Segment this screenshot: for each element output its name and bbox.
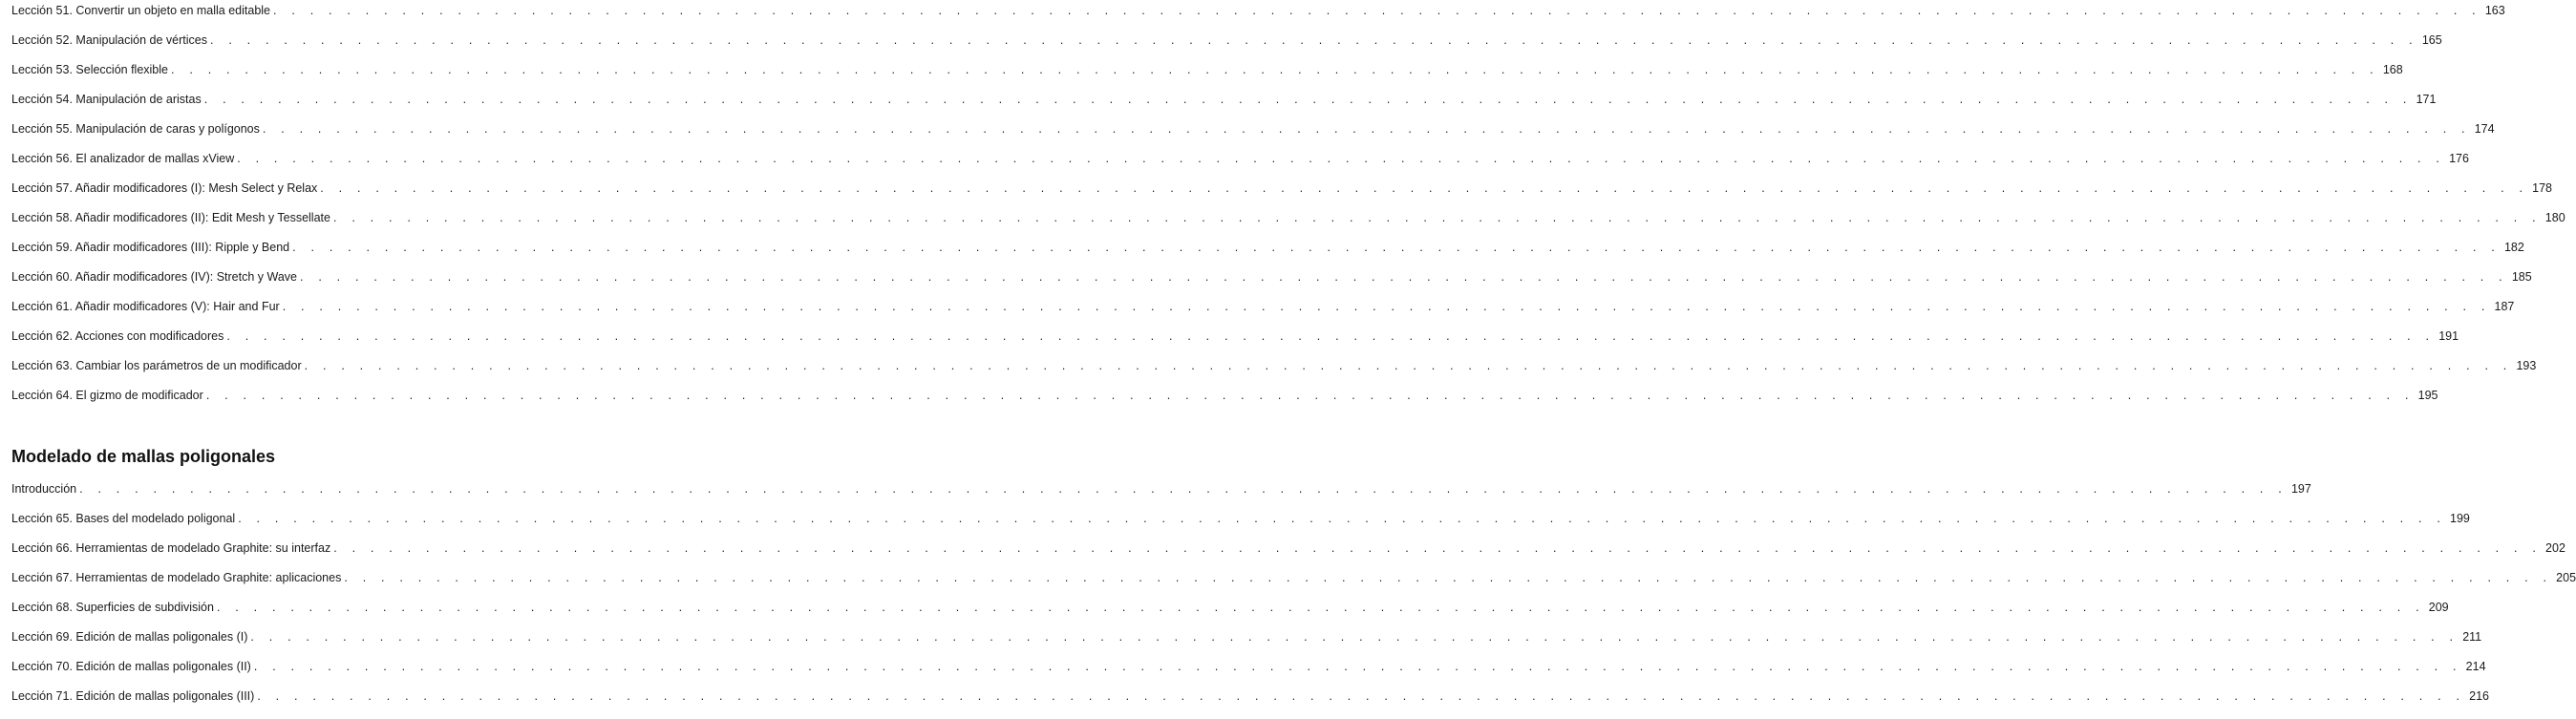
toc-entry-title: Lección 54. Manipulación de aristas [11, 93, 202, 106]
dot-leader: . . . . . . . . . . . . . . . . . . . . . . . . . . . . . . . . . . . . . . . . . . . . . . . . . . . . . . . . . . . . . . . . . . . . . . . . . . . . . . . . . . . . . . . . . . . . . . . . . . . . . . . . . . . . . . . . . . . . . . . . [273, 4, 2481, 17]
toc-entry-page-number: 214 [2465, 660, 2486, 673]
toc-entry [11, 211, 2565, 241]
toc-entry-title: Lección 64. El gizmo de modificador [11, 389, 203, 402]
toc-entry [11, 630, 2482, 660]
toc-entry-page-number: 165 [2421, 33, 2442, 47]
toc-entry-title: Lección 53. Selección flexible [11, 63, 168, 76]
toc-entry-title: Lección 58. Añadir modificadores (II): Edit Mesh y Tessellate [11, 211, 330, 224]
toc-entry-page-number: 202 [2545, 541, 2565, 555]
dot-leader: . . . . . . . . . . . . . . . . . . . . . . . . . . . . . . . . . . . . . . . . . . . . . . . . . . . . . . . . . . . . . . . . . . . . . . . . . . . . . . . . . . . . . . . . . . . . . . . . . . . . . . . . . . . . . . . . . . . . . . . . [257, 689, 2466, 703]
toc-entry-page-number: 168 [2382, 63, 2403, 76]
toc-entry-page-number: 216 [2469, 689, 2489, 703]
toc-entry-title: Lección 71. Edición de mallas poligonales (III) [11, 689, 255, 703]
toc-entry [11, 300, 2515, 329]
table-of-contents [11, 0, 2576, 719]
toc-entry [11, 660, 2486, 689]
toc-entry-title: Introducción [11, 482, 77, 496]
toc-entry-page-number: 163 [2484, 4, 2505, 17]
dot-leader: . . . . . . . . . . . . . . . . . . . . . . . . . . . . . . . . . . . . . . . . . . . . . . . . . . . . . . . . . . . . . . . . . . . . . . . . . . . . . . . . . . . . . . . . . . . . . . . . . . . . . . . . . . . . . . . . . . . . . . . . [79, 482, 2288, 496]
toc-entry-page-number: 185 [2511, 270, 2532, 284]
toc-section-mallas-poligonales [11, 482, 2576, 719]
toc-entry [11, 359, 2537, 389]
toc-entry-page-number: 191 [2438, 329, 2459, 343]
toc-entry-page-number: 171 [2416, 93, 2437, 106]
dot-leader: . . . . . . . . . . . . . . . . . . . . . . . . . . . . . . . . . . . . . . . . . . . . . . . . . . . . . . . . . . . . . . . . . . . . . . . . . . . . . . . . . . . . . . . . . . . . . . . . . . . . . . . . . . . . . . . . . . . . . . . . [344, 571, 2553, 584]
toc-entry [11, 122, 2495, 152]
toc-entry [11, 93, 2437, 122]
toc-entry [11, 541, 2565, 571]
toc-entry [11, 389, 2438, 418]
toc-entry-page-number: 187 [2494, 300, 2515, 313]
toc-entry-title: Lección 66. Herramientas de modelado Graphite: su interfaz [11, 541, 331, 555]
dot-leader: . . . . . . . . . . . . . . . . . . . . . . . . . . . . . . . . . . . . . . . . . . . . . . . . . . . . . . . . . . . . . . . . . . . . . . . . . . . . . . . . . . . . . . . . . . . . . . . . . . . . . . . . . . . . . . . . . . . . . . . . [237, 152, 2446, 165]
toc-entry-page-number: 193 [2516, 359, 2537, 372]
toc-entry [11, 152, 2469, 181]
toc-entry-title: Lección 51. Convertir un objeto en malla editable [11, 4, 271, 17]
toc-entry [11, 482, 2311, 512]
dot-leader: . . . . . . . . . . . . . . . . . . . . . . . . . . . . . . . . . . . . . . . . . . . . . . . . . . . . . . . . . . . . . . . . . . . . . . . . . . . . . . . . . . . . . . . . . . . . . . . . . . . . . . . . . . . . . . . . . . . . . . . . [332, 211, 2542, 224]
toc-entry-title: Lección 63. Cambiar los parámetros de un modificador [11, 359, 302, 372]
toc-entry-title: Lección 57. Añadir modificadores (I): Mesh Select y Relax [11, 181, 318, 195]
toc-entry-page-number: 199 [2450, 512, 2470, 525]
toc-entry-title: Lección 61. Añadir modificadores (V): Hair and Fur [11, 300, 280, 313]
dot-leader: . . . . . . . . . . . . . . . . . . . . . . . . . . . . . . . . . . . . . . . . . . . . . . . . . . . . . . . . . . . . . . . . . . . . . . . . . . . . . . . . . . . . . . . . . . . . . . . . . . . . . . . . . . . . . . . . . . . . . . . . [262, 122, 2471, 136]
dot-leader: . . . . . . . . . . . . . . . . . . . . . . . . . . . . . . . . . . . . . . . . . . . . . . . . . . . . . . . . . . . . . . . . . . . . . . . . . . . . . . . . . . . . . . . . . . . . . . . . . . . . . . . . . . . . . . . . . . . . . . . . [250, 630, 2459, 644]
toc-entry-page-number: 205 [2556, 571, 2576, 584]
toc-entry-page-number: 174 [2474, 122, 2495, 136]
dot-leader: . . . . . . . . . . . . . . . . . . . . . . . . . . . . . . . . . . . . . . . . . . . . . . . . . . . . . . . . . . . . . . . . . . . . . . . . . . . . . . . . . . . . . . . . . . . . . . . . . . . . . . . . . . . . . . . . . . . . . . . . [304, 359, 2513, 372]
toc-entry-page-number: 209 [2428, 601, 2449, 614]
toc-entry [11, 329, 2459, 359]
toc-entry [11, 181, 2552, 211]
toc-entry [11, 270, 2532, 300]
toc-entry-title: Lección 52. Manipulación de vértices [11, 33, 207, 47]
dot-leader: . . . . . . . . . . . . . . . . . . . . . . . . . . . . . . . . . . . . . . . . . . . . . . . . . . . . . . . . . . . . . . . . . . . . . . . . . . . . . . . . . . . . . . . . . . . . . . . . . . . . . . . . . . . . . . . . . . . . . . . . [205, 389, 2415, 402]
toc-entry-page-number: 176 [2449, 152, 2469, 165]
toc-entry-title: Lección 69. Edición de mallas poligonales (I) [11, 630, 248, 644]
toc-entry-page-number: 195 [2417, 389, 2438, 402]
dot-leader: . . . . . . . . . . . . . . . . . . . . . . . . . . . . . . . . . . . . . . . . . . . . . . . . . . . . . . . . . . . . . . . . . . . . . . . . . . . . . . . . . . . . . . . . . . . . . . . . . . . . . . . . . . . . . . . . . . . . . . . . [320, 181, 2529, 195]
toc-entry-title: Lección 60. Añadir modificadores (IV): Stretch y Wave [11, 270, 297, 284]
toc-entry-title: Lección 68. Superficies de subdivisión [11, 601, 214, 614]
toc-entry-title: Lección 56. El analizador de mallas xView [11, 152, 235, 165]
dot-leader: . . . . . . . . . . . . . . . . . . . . . . . . . . . . . . . . . . . . . . . . . . . . . . . . . . . . . . . . . . . . . . . . . . . . . . . . . . . . . . . . . . . . . . . . . . . . . . . . . . . . . . . . . . . . . . . . . . . . . . . . [282, 300, 2491, 313]
toc-entry-title: Lección 62. Acciones con modificadores [11, 329, 224, 343]
dot-leader: . . . . . . . . . . . . . . . . . . . . . . . . . . . . . . . . . . . . . . . . . . . . . . . . . . . . . . . . . . . . . . . . . . . . . . . . . . . . . . . . . . . . . . . . . . . . . . . . . . . . . . . . . . . . . . . . . . . . . . . . [299, 270, 2508, 284]
dot-leader: . . . . . . . . . . . . . . . . . . . . . . . . . . . . . . . . . . . . . . . . . . . . . . . . . . . . . . . . . . . . . . . . . . . . . . . . . . . . . . . . . . . . . . . . . . . . . . . . . . . . . . . . . . . . . . . . . . . . . . . . [209, 33, 2418, 47]
toc-entry-title: Lección 70. Edición de mallas poligonales (II) [11, 660, 251, 673]
dot-leader: . . . . . . . . . . . . . . . . . . . . . . . . . . . . . . . . . . . . . . . . . . . . . . . . . . . . . . . . . . . . . . . . . . . . . . . . . . . . . . . . . . . . . . . . . . . . . . . . . . . . . . . . . . . . . . . . . . . . . . . . [203, 93, 2413, 106]
dot-leader: . . . . . . . . . . . . . . . . . . . . . . . . . . . . . . . . . . . . . . . . . . . . . . . . . . . . . . . . . . . . . . . . . . . . . . . . . . . . . . . . . . . . . . . . . . . . . . . . . . . . . . . . . . . . . . . . . . . . . . . . [253, 660, 2462, 673]
toc-section-mallas-editables [11, 4, 2565, 418]
toc-entry-title: Lección 59. Añadir modificadores (III): Ripple y Bend [11, 241, 290, 254]
dot-leader: . . . . . . . . . . . . . . . . . . . . . . . . . . . . . . . . . . . . . . . . . . . . . . . . . . . . . . . . . . . . . . . . . . . . . . . . . . . . . . . . . . . . . . . . . . . . . . . . . . . . . . . . . . . . . . . . . . . . . . . . [333, 541, 2543, 555]
toc-entry-title: Lección 67. Herramientas de modelado Graphite: aplicaciones [11, 571, 342, 584]
dot-leader: . . . . . . . . . . . . . . . . . . . . . . . . . . . . . . . . . . . . . . . . . . . . . . . . . . . . . . . . . . . . . . . . . . . . . . . . . . . . . . . . . . . . . . . . . . . . . . . . . . . . . . . . . . . . . . . . . . . . . . . . [171, 63, 2379, 76]
toc-entry-title: Lección 55. Manipulación de caras y polígonos [11, 122, 260, 136]
toc-entry-page-number: 182 [2503, 241, 2524, 254]
toc-entry-title: Lección 65. Bases del modelado poligonal [11, 512, 236, 525]
toc-entry [11, 571, 2576, 601]
toc-entry [11, 241, 2524, 270]
toc-entry [11, 4, 2505, 33]
toc-entry [11, 33, 2442, 63]
toc-entry-page-number: 180 [2544, 211, 2565, 224]
toc-entry-page-number: 178 [2532, 181, 2552, 195]
toc-entry [11, 512, 2470, 541]
toc-entry-page-number: 211 [2462, 630, 2482, 644]
dot-leader: . . . . . . . . . . . . . . . . . . . . . . . . . . . . . . . . . . . . . . . . . . . . . . . . . . . . . . . . . . . . . . . . . . . . . . . . . . . . . . . . . . . . . . . . . . . . . . . . . . . . . . . . . . . . . . . . . . . . . . . . [226, 329, 2436, 343]
toc-entry-page-number: 197 [2290, 482, 2311, 496]
dot-leader: . . . . . . . . . . . . . . . . . . . . . . . . . . . . . . . . . . . . . . . . . . . . . . . . . . . . . . . . . . . . . . . . . . . . . . . . . . . . . . . . . . . . . . . . . . . . . . . . . . . . . . . . . . . . . . . . . . . . . . . . [292, 241, 2501, 254]
toc-entry [11, 63, 2403, 93]
toc-entry [11, 601, 2449, 630]
dot-leader: . . . . . . . . . . . . . . . . . . . . . . . . . . . . . . . . . . . . . . . . . . . . . . . . . . . . . . . . . . . . . . . . . . . . . . . . . . . . . . . . . . . . . . . . . . . . . . . . . . . . . . . . . . . . . . . . . . . . . . . . [216, 601, 2425, 614]
dot-leader: . . . . . . . . . . . . . . . . . . . . . . . . . . . . . . . . . . . . . . . . . . . . . . . . . . . . . . . . . . . . . . . . . . . . . . . . . . . . . . . . . . . . . . . . . . . . . . . . . . . . . . . . . . . . . . . . . . . . . . . . [238, 512, 2447, 525]
section-heading: Modelado de mallas poligonales [11, 447, 276, 466]
toc-entry [11, 689, 2489, 719]
